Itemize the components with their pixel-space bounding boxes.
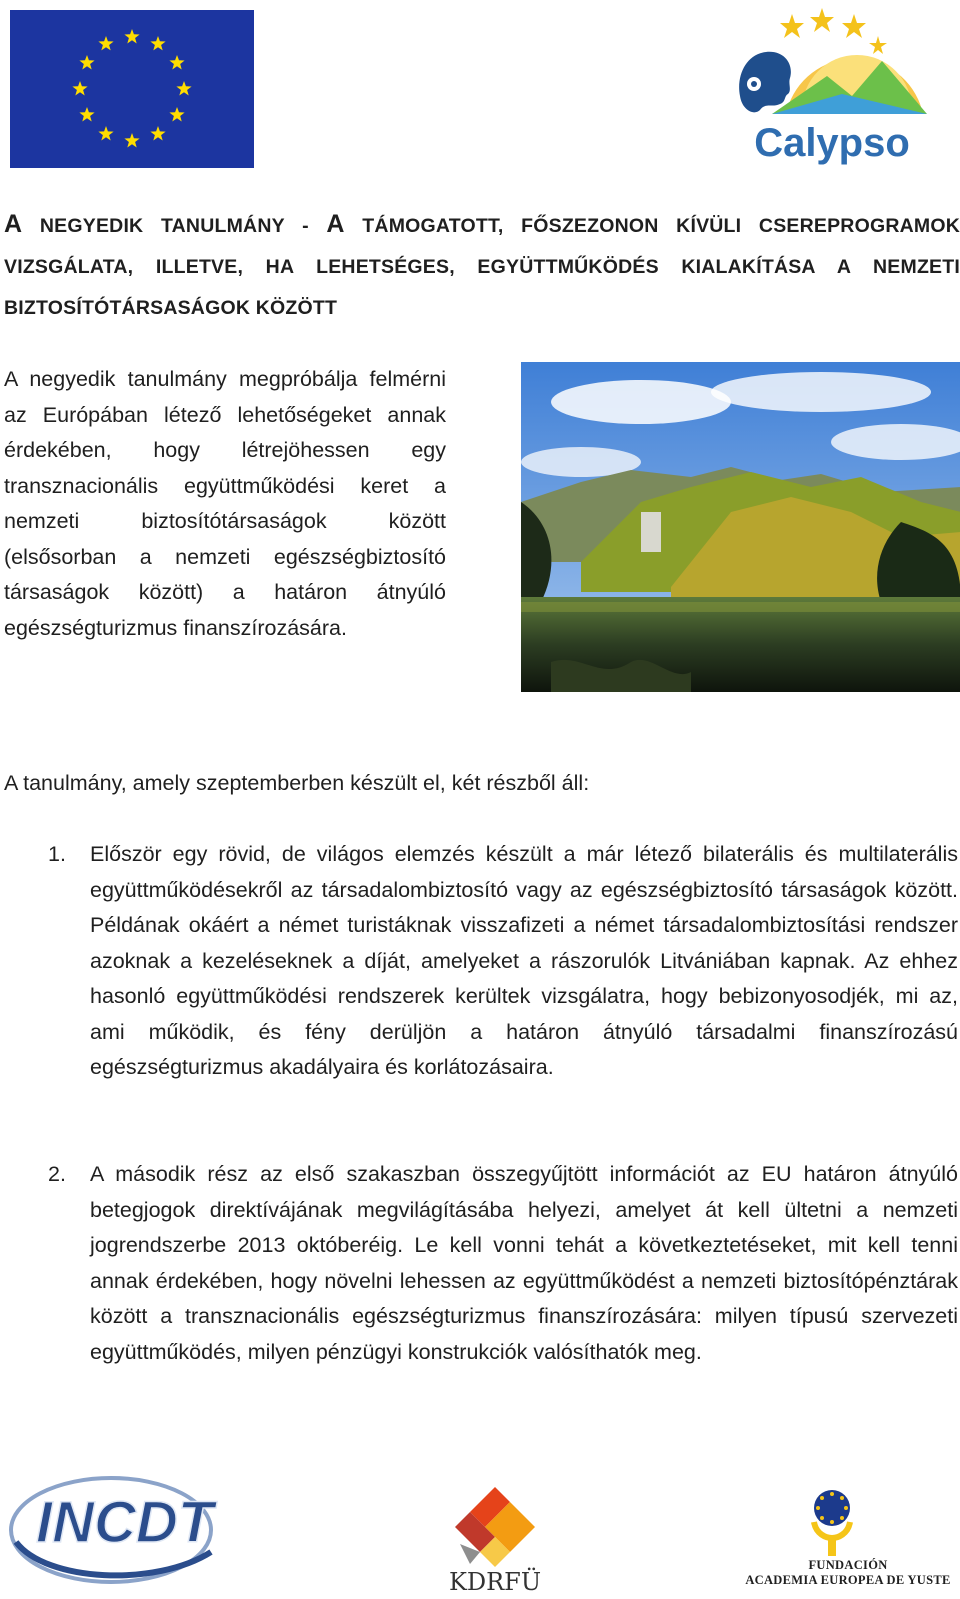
list-text: Először egy rövid, de világos elemzés készült a már létező bilaterális és multilaterális együttműködésekről az társadalombiztosító vagy az egészségbiztosító társaságok között. Példának okáért a német turistáknak visszafizeti a német társadalombiztosítási rendszer azoknak a kezeléseknek a díját, amelyeket a rászorulók Litvániában kapnak. Az ehhez hasonló együttműködési rendszerek kerültek vizsgálatra, hogy bebizonyosodjék, mi az, ami működik, és fény derüljön a határon átnyúló társadalmi finanszírozású egészségturizmus akadályaira és korlátozásaira.	[90, 842, 958, 1079]
list-text: A második rész az első szakaszban összegyűjtött információt az EU határon átnyúló betegjogok direktívájának megvilágításába helyezi, amelyet át kell ültetni a nemzeti jogrendszerbe 2013 októberéig. Le kell vonni tehát a következtetéseket, mit kell tenni annak érdekében, hogy növelni lehessen az együttműködést a nemzeti biztosítópénztárak között a transznacionális egészségturizmus finanszírozására: milyen típusú szervezeti együttműködés, milyen pénzügyi konstrukciók valósíthatók meg.	[90, 1162, 958, 1364]
page-title	[4, 204, 960, 329]
yuste-line-2: ACADEMIA EUROPEA DE YUSTE	[745, 1573, 951, 1587]
incdt-logo	[6, 1472, 250, 1592]
lead-sentence: A tanulmány, amely szeptemberben készült el, két részből áll:	[4, 771, 590, 795]
mountain-lake-image	[521, 362, 960, 692]
yuste-emblem-icon	[736, 1488, 960, 1558]
title-initial: A	[4, 210, 23, 238]
kdrfu-diamond-icon	[440, 1482, 550, 1594]
title-initial-2: A	[326, 210, 345, 238]
yuste-logo	[736, 1488, 960, 1596]
title-line1b: TÁMOGATOTT, FŐSZEZONON KÍVÜLI CSEREPROGRAMOK	[362, 215, 960, 237]
title-line3: BIZTOSÍTÓTÁRSASÁGOK KÖZÖTT	[4, 297, 338, 319]
incdt-logo-icon	[6, 1472, 250, 1592]
intro-paragraph: A negyedik tanulmány megpróbálja felmérni az Európában létező lehetőségeket annak érdekében, hogy létrejöhessen egy transznacionális együttműködési keret a nemzeti biztosítótársaságok között (elsősorban a nemzeti egészségbiztosító társaságok között) a határon átnyúló egészségturizmus finanszírozására.	[4, 367, 446, 640]
yuste-line-1: FUNDACIÓN	[808, 1558, 888, 1572]
title-line2: VIZSGÁLATA, ILLETVE, HA LEHETSÉGES, EGYÜTTMŰKÖDÉS KIALAKÍTÁSA A NEMZETI	[4, 256, 960, 278]
title-line1a: NEGYEDIK TANULMÁNY -	[39, 215, 309, 237]
eu-flag-logo	[10, 10, 254, 168]
incdt-wordmark: INCDT	[36, 1490, 214, 1555]
eu-stars-icon	[10, 10, 254, 168]
calypso-wordmark: Calypso	[754, 121, 910, 165]
calypso-mermaid-sun-icon	[732, 6, 932, 166]
landscape-photo	[521, 362, 960, 692]
list-number: 1.	[48, 842, 66, 866]
kdrfu-wordmark: KDRFÜ	[448, 1568, 542, 1594]
kdrfu-logo	[440, 1482, 550, 1594]
list-number: 2.	[48, 1162, 66, 1186]
calypso-logo	[732, 6, 932, 166]
